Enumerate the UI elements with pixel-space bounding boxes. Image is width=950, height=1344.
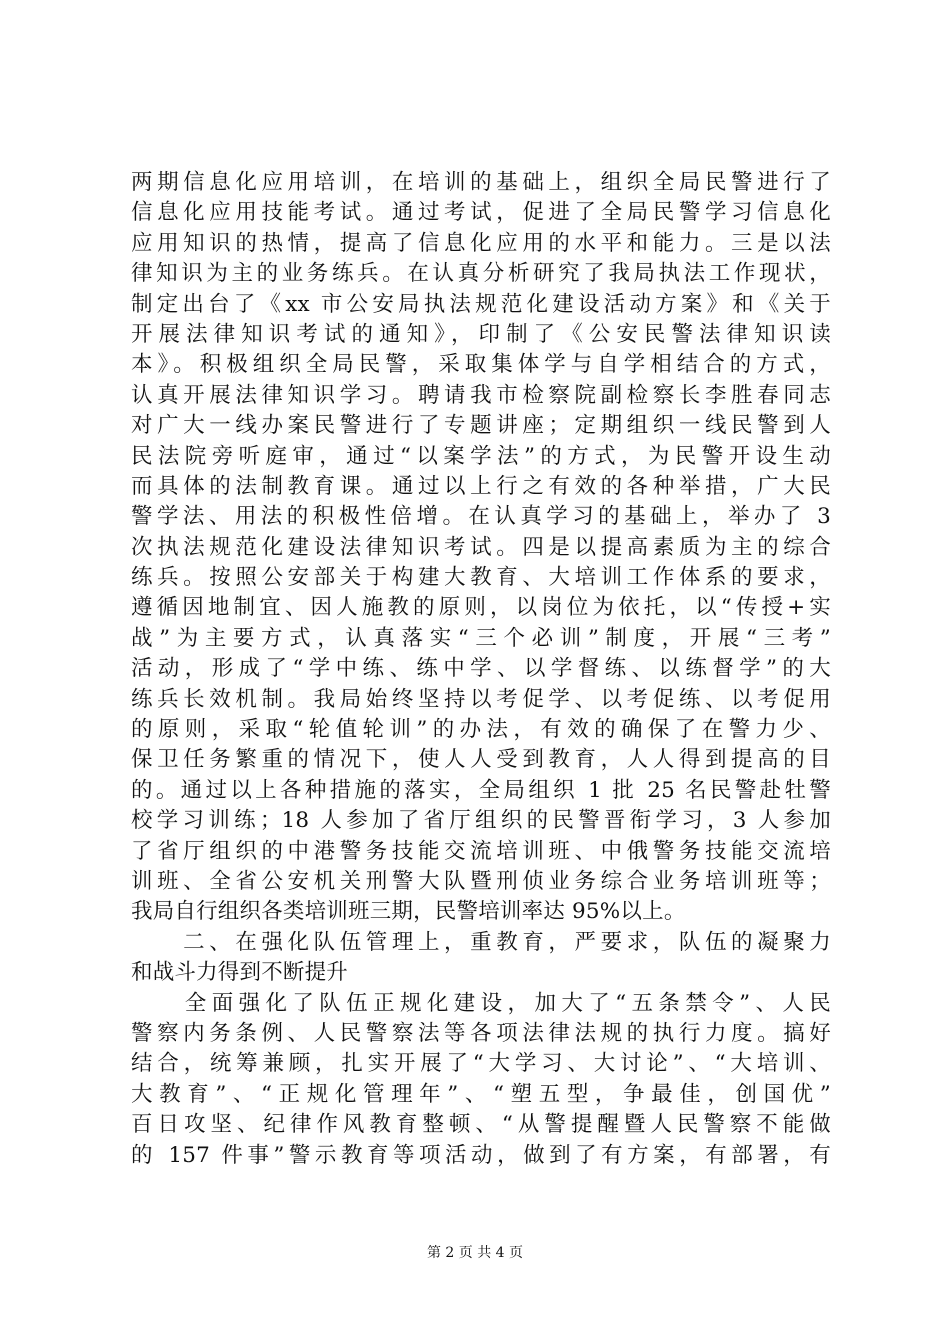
text-line: 保卫任务繁重的情况下，使人人受到教育，人人得到提高的目 xyxy=(131,747,831,773)
text-line: 结合，统筹兼顾，扎实开展了“大学习、大讨论”、“大培训、 xyxy=(131,1051,831,1077)
text-line: 练兵。按照公安部关于构建大教育、大培训工作体系的要求， xyxy=(131,565,831,591)
body-text xyxy=(131,168,831,1171)
text-line: 对广大一线办案民警进行了专题讲座；定期组织一线民警到人 xyxy=(131,413,831,439)
text-line: 开展法律知识考试的通知》，印制了《公安民警法律知识读 xyxy=(131,321,831,347)
text-line: 而具体的法制教育课。通过以上行之有效的各种举措，广大民 xyxy=(131,473,831,499)
text-line: 活动，形成了“学中练、练中学、以学督练、以练督学”的大 xyxy=(131,656,831,682)
text-line: 制定出台了《xx 市公安局执法规范化建设活动方案》和《关于 xyxy=(131,291,831,317)
text-line: 的 157 件事”警示教育等项活动，做到了有方案，有部署，有 xyxy=(131,1142,831,1168)
text-line: 警察内务条例、人民警察法等各项法律法规的执行力度。搞好 xyxy=(131,1020,831,1046)
text-line: 战”为主要方式，认真落实“三个必训”制度，开展“三考” xyxy=(131,625,831,651)
text-line: 律知识为主的业务练兵。在认真分析研究了我局执法工作现状， xyxy=(131,261,831,287)
section-heading-line: 二、在强化队伍管理上，重教育，严要求，队伍的凝聚力 xyxy=(131,929,831,955)
text-line: 遵循因地制宜、因人施教的原则，以岗位为依托，以“传授+实 xyxy=(131,595,831,621)
text-line: 大教育”、“正规化管理年”、“塑五型，争最佳，创国优” xyxy=(131,1081,831,1107)
text-line: 我局自行组织各类培训班三期，民警培训率达 95%以上。 xyxy=(131,899,686,925)
text-line: 两期信息化应用培训，在培训的基础上，组织全局民警进行了 xyxy=(131,170,831,195)
text-line: 练兵长效机制。我局始终坚持以考促学、以考促练、以考促用 xyxy=(131,686,831,712)
section-heading-line: 和战斗力得到不断提升 xyxy=(131,960,349,986)
text-line: 本》。积极组织全局民警，采取集体学与自学相结合的方式， xyxy=(131,352,831,378)
text-line: 的。通过以上各种措施的落实，全局组织 1 批 25 名民警赴牡警 xyxy=(131,777,831,803)
text-line: 次执法规范化建设法律知识考试。四是以提高素质为主的综合 xyxy=(131,534,831,560)
text-line: 全面强化了队伍正规化建设，加大了“五条禁令”、人民 xyxy=(131,990,831,1016)
text-line: 校学习训练；18 人参加了省厅组织的民警晋衔学习，3 人参加 xyxy=(131,808,831,834)
text-line: 民法院旁听庭审，通过“以案学法”的方式，为民警开设生动 xyxy=(131,443,831,469)
text-line: 了省厅组织的中港警务技能交流培训班、中俄警务技能交流培 xyxy=(131,838,831,864)
text-line: 警学法、用法的积极性倍增。在认真学习的基础上，举办了 3 xyxy=(131,504,831,530)
text-line: 百日攻坚、纪律作风教育整顿、“从警提醒暨人民警察不能做 xyxy=(131,1112,831,1138)
text-line: 应用知识的热情，提高了信息化应用的水平和能力。三是以法 xyxy=(131,230,831,256)
page-number-footer: 第 2 页 共 4 页 xyxy=(426,1245,524,1261)
text-line: 训班、全省公安机关刑警大队暨刑侦业务综合业务培训班等； xyxy=(131,868,831,894)
text-line: 信息化应用技能考试。通过考试，促进了全局民警学习信息化 xyxy=(131,200,831,226)
text-line: 的原则，采取“轮值轮训”的办法，有效的确保了在警力少、 xyxy=(131,717,831,743)
text-line: 认真开展法律知识学习。聘请我市检察院副检察长李胜春同志 xyxy=(131,382,831,408)
